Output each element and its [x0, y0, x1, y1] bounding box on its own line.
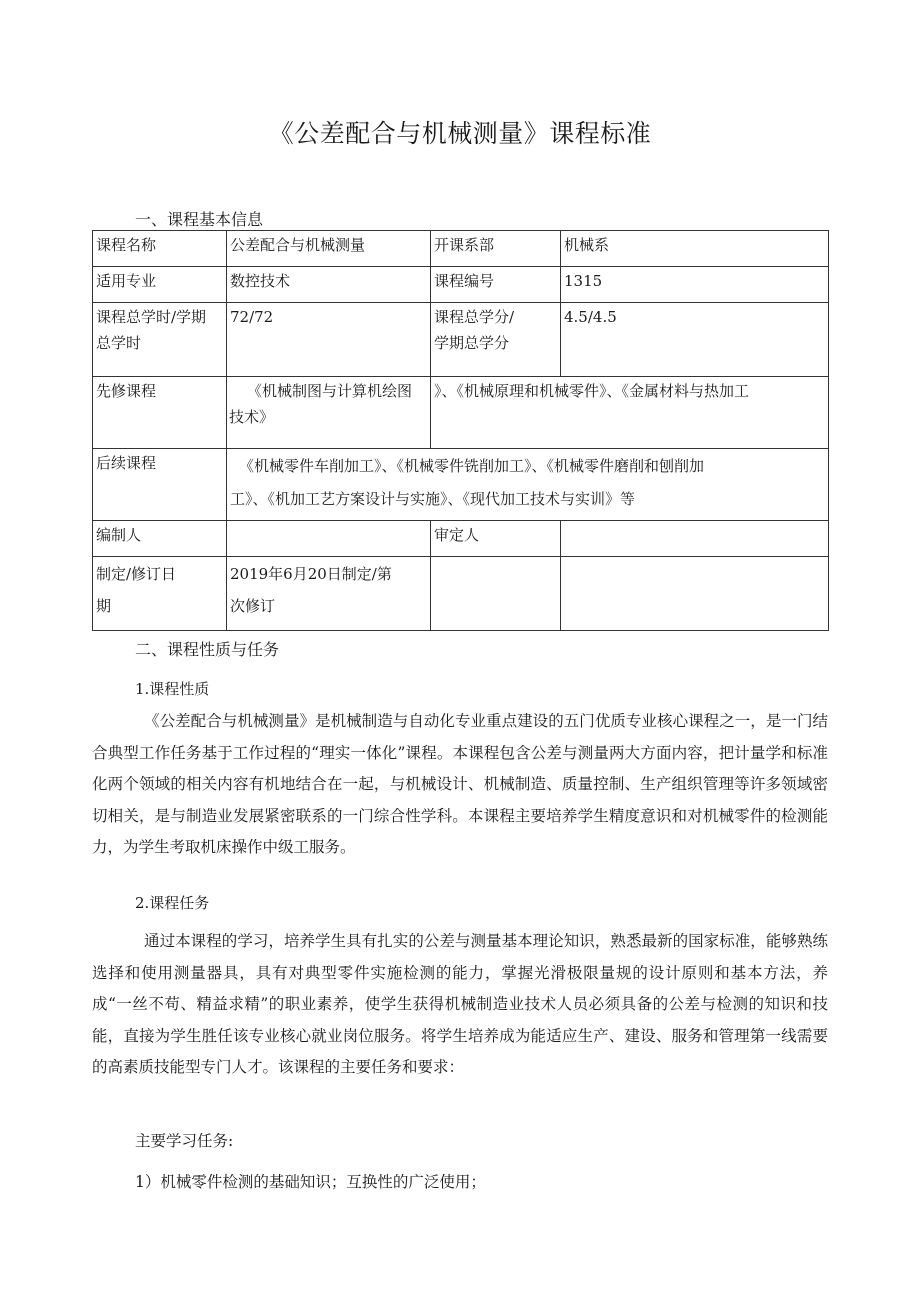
- main-tasks-heading: 主要学习任务:: [135, 1132, 234, 1150]
- code-value: 1315: [561, 267, 829, 303]
- section-heading-basic-info: 一、课程基本信息: [135, 210, 264, 229]
- prereq-line2: 技术》: [229, 408, 275, 426]
- credits-label: [431, 303, 561, 377]
- follow-line1: 《机械零件车削加工》、《机械零件铣削加工》、《机械零件磨削和刨削加: [239, 457, 705, 475]
- author-label: 编制人: [93, 521, 227, 557]
- table-row: [93, 267, 829, 303]
- section-heading-nature-task: 二、课程性质与任务: [135, 640, 280, 659]
- major-value: 数控技术: [227, 267, 431, 303]
- reviewer-label: 审定人: [431, 521, 561, 557]
- hours-label-line2: 总学时: [96, 334, 142, 352]
- course-name-value: 公差配合与机械测量: [227, 231, 431, 267]
- prereq-line1: 《机械制图与计算机绘图: [247, 382, 413, 400]
- course-info-table: [92, 230, 829, 631]
- reviewer-value: [561, 521, 829, 557]
- table-row: [93, 449, 829, 521]
- subheading-course-task: 2.课程任务: [135, 894, 210, 912]
- hours-label: [93, 303, 227, 377]
- course-nature-paragraph: [92, 706, 828, 864]
- task-item-1: 1）机械零件检测的基础知识；互换性的广泛使用；: [135, 1173, 486, 1191]
- date-value: [227, 557, 431, 631]
- course-nature-text: 《公差配合与机械测量》是机械制造与自动化专业重点建设的五门优质专业核心课程之一，是一门结合典型工作任务基于工作过程的“理实一体化”课程。本课程包含公差与测量两大方面内容，把计量学和标准化两个领域的相关内容有机地结合在一起，与机械设计、机械制造、质量控制、生产组织管理等许多领域密切相关，是与制造业发展紧密联系的一门综合性学科。本课程主要培养学生精度意识和对机械零件的检测能力，为学生考取机床操作中级工服务。: [92, 712, 828, 856]
- date-label: [93, 557, 227, 631]
- empty-cell: [561, 557, 829, 631]
- table-row: [93, 303, 829, 377]
- course-task-paragraph: [92, 926, 828, 1084]
- subheading-course-nature: 1.课程性质: [135, 680, 210, 698]
- table-row: [93, 557, 829, 631]
- date-value-line1: 2019年6月20日制定/第: [230, 565, 392, 583]
- follow-value: [227, 449, 829, 521]
- dept-label: 开课系部: [431, 231, 561, 267]
- code-label: 课程编号: [431, 267, 561, 303]
- follow-line2: 工》、《机加工艺方案设计与实施》、《现代加工技术与实训》等: [230, 490, 636, 508]
- prereq-label: 先修课程: [93, 377, 227, 449]
- page-title: 《公差配合与机械测量》课程标准: [268, 119, 652, 148]
- empty-cell: [431, 557, 561, 631]
- major-label: 适用专业: [93, 267, 227, 303]
- follow-label: 后续课程: [93, 449, 227, 521]
- table-row: [93, 521, 829, 557]
- credits-label-line2: 学期总学分: [434, 334, 510, 352]
- credits-label-line1: 课程总学分/: [434, 308, 515, 326]
- table-row: [93, 377, 829, 449]
- date-value-line2: 次修订: [230, 597, 276, 615]
- date-label-line2: 期: [96, 597, 112, 615]
- hours-value: 72/72: [227, 303, 431, 377]
- hours-label-line1: 课程总学时/学期: [96, 308, 207, 326]
- course-task-text: 通过本课程的学习，培养学生具有扎实的公差与测量基本理论知识，熟悉最新的国家标准，能够熟练选择和使用测量器具，具有对典型零件实施检测的能力，掌握光滑极限量规的设计原则和基本方法，养成“一丝不苟、精益求精”的职业素养，使学生获得机械制造业技术人员必须具备的公差与检测的知识和技能，直接为学生胜任该专业核心就业岗位服务。将学生培养成为能适应生产、建设、服务和管理第一线需要的高素质技能型专门人才。该课程的主要任务和要求：: [92, 932, 828, 1076]
- credits-value: 4.5/4.5: [561, 303, 829, 377]
- author-value: [227, 521, 431, 557]
- date-label-line1: 制定/修订日: [96, 565, 177, 583]
- dept-value: 机械系: [561, 231, 829, 267]
- prereq-value-b: 》、《机械原理和机械零件》、《金属材料与热加工: [431, 377, 829, 449]
- table-row: [93, 231, 829, 267]
- course-name-label: 课程名称: [93, 231, 227, 267]
- prereq-value-a: [227, 377, 431, 449]
